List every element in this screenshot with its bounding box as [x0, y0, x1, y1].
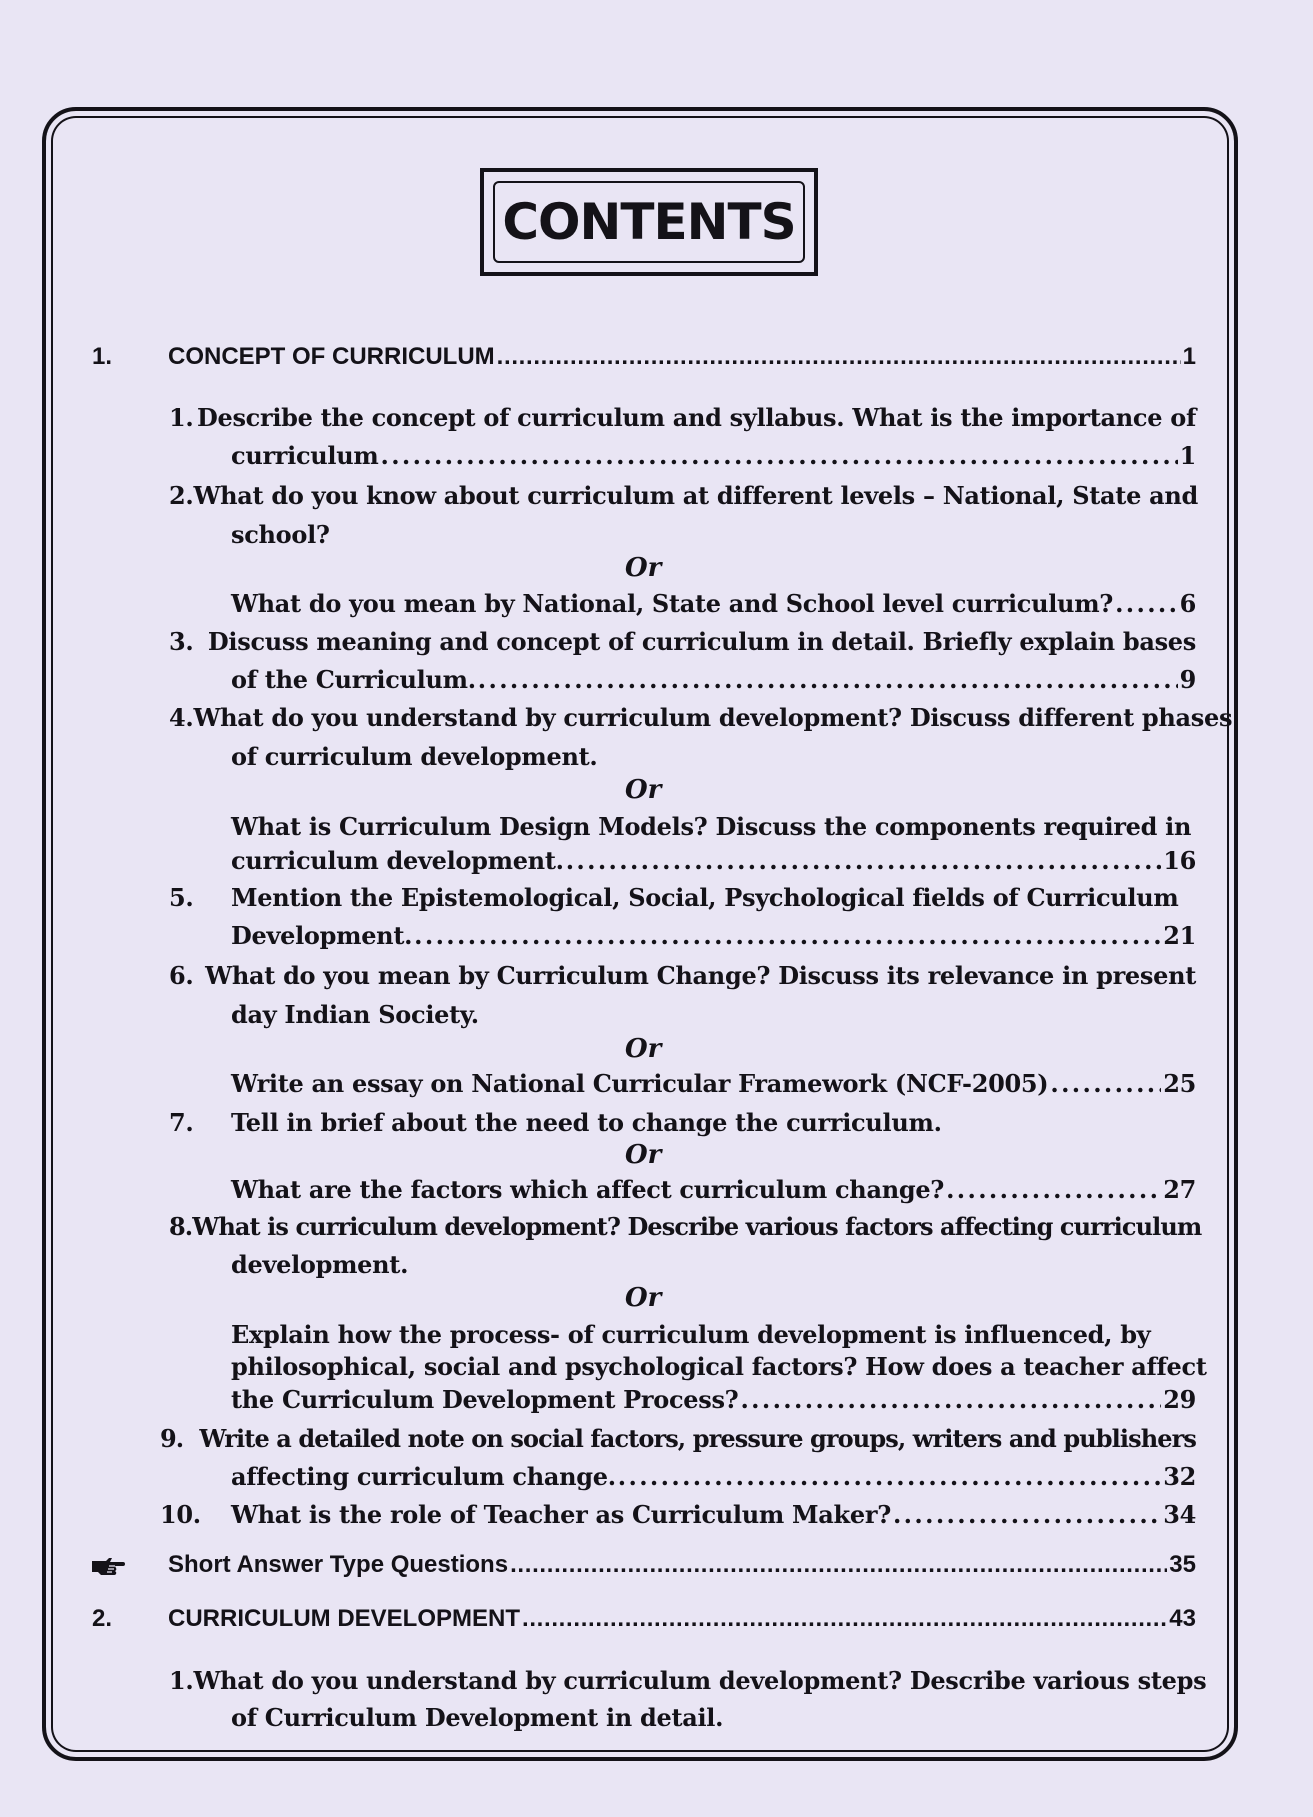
page-number: 29	[1163, 1385, 1196, 1414]
question-alt-entry-cont[interactable]	[231, 846, 1196, 875]
question-text: of the Curriculum.	[231, 665, 476, 694]
question-text: What do you understand by curriculum development? Describe various steps	[193, 1666, 1207, 1695]
leader-dots	[566, 846, 1162, 875]
page-number: 27	[1163, 1175, 1196, 1204]
leader-dots	[946, 1175, 1161, 1204]
question-text: of Curriculum Development in detail.	[231, 1703, 724, 1732]
question-text: What is Curriculum Design Models? Discuss the components required in	[231, 812, 1192, 841]
leader-dots	[522, 1605, 1167, 1633]
page-number: 16	[1163, 846, 1196, 875]
or-separator: Or	[625, 1283, 662, 1313]
page-number: 43	[1169, 1605, 1196, 1632]
page-number: 1	[1179, 441, 1196, 470]
page-number: 34	[1163, 1500, 1196, 1529]
or-separator: Or	[625, 1034, 662, 1064]
question-text: affecting curriculum change.	[231, 1462, 616, 1491]
question-text: curriculum development.	[231, 846, 564, 875]
page-number: 25	[1163, 1069, 1196, 1098]
question-entry[interactable]	[169, 481, 1196, 510]
question-number: 10.	[160, 1500, 201, 1529]
question-text: the Curriculum Development Process?	[231, 1385, 739, 1414]
question-text: What is curriculum development? Describe various factors affecting curriculum	[192, 1212, 1202, 1241]
question-entry-cont[interactable]	[231, 441, 1196, 470]
question-entry[interactable]	[169, 627, 1196, 656]
question-text: Discuss meaning and concept of curriculum in detail. Briefly explain bases	[207, 627, 1196, 656]
question-text: Explain how the process- of curriculum development is influenced, by	[231, 1320, 1151, 1349]
leader-dots	[893, 1500, 1161, 1529]
leader-dots	[1115, 589, 1178, 618]
chapter-entry[interactable]	[92, 343, 1196, 371]
page-title: CONTENTS	[502, 193, 796, 251]
page-number: 9	[1179, 665, 1196, 694]
question-entry[interactable]	[160, 1500, 1196, 1529]
question-number: 3.	[169, 627, 194, 656]
question-text: What do you mean by National, State and School level curriculum?	[231, 589, 1114, 618]
question-text: What is the role of Teacher as Curriculum Maker?	[231, 1500, 891, 1529]
question-number: 2.	[169, 481, 194, 510]
question-number: 5.	[169, 883, 194, 912]
question-entry[interactable]	[169, 403, 1196, 432]
question-alt-entry[interactable]	[231, 1175, 1196, 1204]
leader-dots	[1050, 1069, 1161, 1098]
question-entry-cont	[231, 520, 1196, 549]
question-entry-cont	[231, 742, 1196, 771]
question-entry-cont[interactable]	[231, 665, 1196, 694]
chapter-title: CURRICULUM DEVELOPMENT	[168, 1605, 520, 1632]
question-number: 7.	[169, 1108, 194, 1137]
question-entry-cont[interactable]	[231, 921, 1196, 950]
question-alt-entry[interactable]	[231, 589, 1196, 618]
or-separator: Or	[625, 553, 662, 583]
question-text: philosophical, social and psychological factors? How does a teacher affect	[231, 1352, 1207, 1381]
page-number: 6	[1179, 589, 1196, 618]
page-number: 35	[1169, 1551, 1196, 1578]
leader-dots	[740, 1385, 1161, 1414]
question-entry[interactable]	[169, 961, 1196, 990]
or-separator: Or	[625, 775, 662, 805]
question-text: Write a detailed note on social factors, pressure groups, writers and publishers	[199, 1424, 1196, 1453]
page-number: 32	[1163, 1462, 1196, 1491]
question-number: 9.	[160, 1424, 184, 1453]
leader-dots	[510, 1551, 1167, 1579]
question-entry-cont	[231, 1250, 1196, 1279]
question-text: day Indian Society.	[231, 1000, 479, 1029]
question-text: of curriculum development.	[231, 742, 598, 771]
question-text: Tell in brief about the need to change the curriculum.	[231, 1108, 942, 1137]
question-text: Mention the Epistemological, Social, Psychological fields of Curriculum	[231, 883, 1179, 912]
question-number: 1.	[169, 403, 194, 432]
question-entry-cont	[231, 1703, 1196, 1732]
question-text: Write an essay on National Curricular Framework (NCF-2005)	[231, 1069, 1049, 1098]
question-text: What are the factors which affect curriculum change?	[231, 1175, 945, 1204]
question-text: curriculum	[231, 441, 379, 470]
question-text: Development.	[231, 921, 413, 950]
section-title: Short Answer Type Questions	[168, 1551, 509, 1578]
leader-dots	[497, 343, 1181, 371]
question-entry[interactable]	[169, 883, 1196, 912]
question-text: school?	[231, 520, 330, 549]
question-entry[interactable]	[169, 1666, 1207, 1695]
question-entry-cont	[231, 1000, 1196, 1029]
page-number: 21	[1163, 921, 1196, 950]
question-entry[interactable]	[169, 1212, 1202, 1241]
or-separator: Or	[625, 1140, 662, 1170]
question-entry[interactable]	[160, 1424, 1196, 1453]
pointing-hand-icon	[91, 1555, 125, 1577]
question-alt-entry	[231, 812, 1196, 841]
question-text: What do you understand by curriculum development? Discuss different phases	[193, 703, 1233, 732]
question-text: development.	[231, 1250, 409, 1279]
question-entry[interactable]	[169, 703, 1233, 732]
question-alt-entry[interactable]	[231, 1069, 1196, 1098]
question-number: 6.	[169, 961, 194, 990]
chapter-entry[interactable]	[92, 1605, 1196, 1633]
chapter-number: 1.	[92, 343, 113, 370]
chapter-title: CONCEPT OF CURRICULUM	[168, 343, 495, 370]
question-entry[interactable]	[169, 1108, 1196, 1137]
leader-dots	[618, 1462, 1161, 1491]
question-number: 4.	[169, 703, 194, 732]
leader-dots	[381, 441, 1178, 470]
page-number: 1	[1182, 343, 1196, 370]
leader-dots	[478, 665, 1178, 694]
question-entry-cont[interactable]	[231, 1462, 1196, 1491]
question-alt-entry	[231, 1320, 1196, 1349]
question-number: 8.	[169, 1212, 193, 1241]
question-number: 1.	[169, 1666, 194, 1695]
question-text: Describe the concept of curriculum and syllabus. What is the importance of	[196, 403, 1196, 432]
question-text: What do you mean by Curriculum Change? Discuss its relevance in present	[205, 961, 1196, 990]
question-alt-entry-cont[interactable]	[231, 1385, 1196, 1414]
question-text: What do you know about curriculum at different levels – National, State and	[193, 481, 1198, 510]
question-alt-entry-cont	[231, 1352, 1207, 1381]
leader-dots	[414, 921, 1161, 950]
short-answer-entry[interactable]	[168, 1551, 1196, 1579]
chapter-number: 2.	[92, 1605, 113, 1632]
